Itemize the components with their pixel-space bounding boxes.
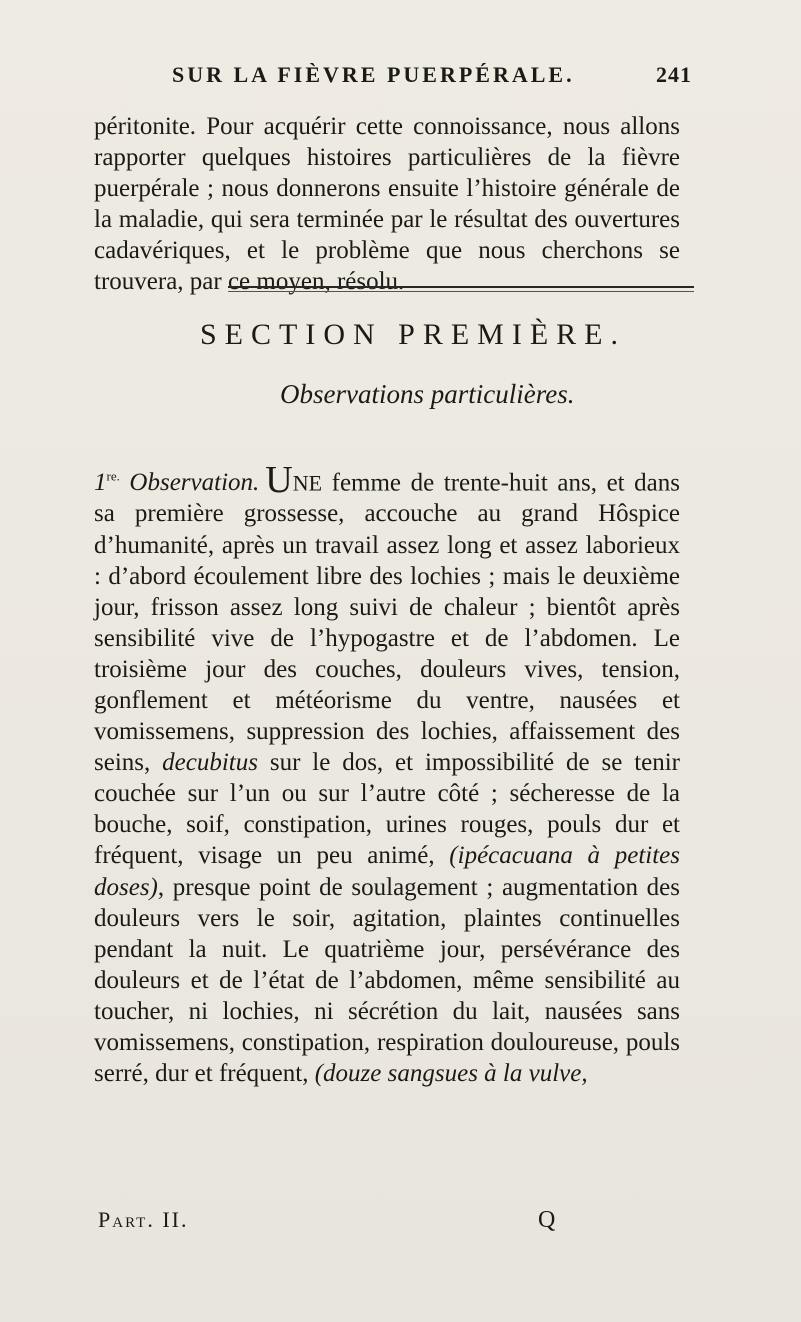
observation-italic-1: decubitus	[162, 749, 258, 777]
observation-text-1: femme de trente-huit ans, et dans sa première grossesse, accouche au grand Hôspice d’humanité, après un travail assez long et assez laborieux : d’abord écoulement libre des lochies ; mais le deuxième jour, frisson assez long suivi de chaleur ; bientôt après sensibilité vive de l’hypogastre et de l’abdomen. Le troisième jour des couches, douleurs vives, tension, gonflement et météorisme du ventre, nausées et vomissemens, suppression des lochies, affaissement des seins,	[94, 469, 680, 777]
printer-signature	[98, 1207, 658, 1233]
first-word-rest: NE	[292, 470, 323, 496]
running-head-title: SUR LA FIÈVRE PUERPÉRALE.	[172, 62, 575, 87]
observation-text-3: , presque point de soulagement ; augmentation des douleurs vers le soir, agitation, plaintes continuelles pendant la nuit. Le quatrième jour, persévérance des douleurs et de l’état de l’abdomen, même sensibilité au toucher, ni lochies, ni sécrétion du lait, nausées sans vomissemens, constipation, respiration douloureuse, pouls serré, dur et fréquent,	[94, 873, 680, 1088]
observation-number: 1	[94, 469, 107, 497]
observation-paragraph	[94, 461, 680, 1089]
observation-italic-2: (ipécacuana à petites doses)	[94, 842, 680, 901]
section-title: SECTION PREMIÈRE.	[200, 318, 627, 351]
running-head	[172, 56, 692, 90]
section-subtitle: Observations particulières.	[280, 379, 575, 409]
observation-number-sup: re.	[106, 469, 120, 484]
section-rule	[228, 286, 694, 288]
observation-word: Observation.	[129, 469, 260, 497]
observation-text-2: sur le dos, et impossibilité de se tenir couchée sur l’un ou sur l’autre côté ; sécheresse de la bouche, soif, constipation, urines rouges, pouls dur et fréquent, visage un peu animé,	[94, 749, 681, 870]
observation-italic-3: (douze sangsues à la vulve,	[314, 1060, 588, 1088]
page-number: 241	[656, 62, 692, 87]
signature-part: Part. II.	[98, 1207, 189, 1232]
drop-cap: U	[265, 459, 293, 502]
signature-letter: Q	[538, 1207, 558, 1233]
observation-label	[94, 469, 259, 496]
intro-paragraph: péritonite. Pour acquérir cette connoissance, nous allons rapporter quelques histoires particulières de la fièvre puerpérale ; nous donnerons ensuite l’histoire générale de la maladie, qui sera terminée par le résultat des ouvertures cadavériques, et le problème que nous cherchons se trouvera, par ce moyen, résolu.	[94, 113, 680, 296]
section-rule-thin	[228, 291, 694, 292]
